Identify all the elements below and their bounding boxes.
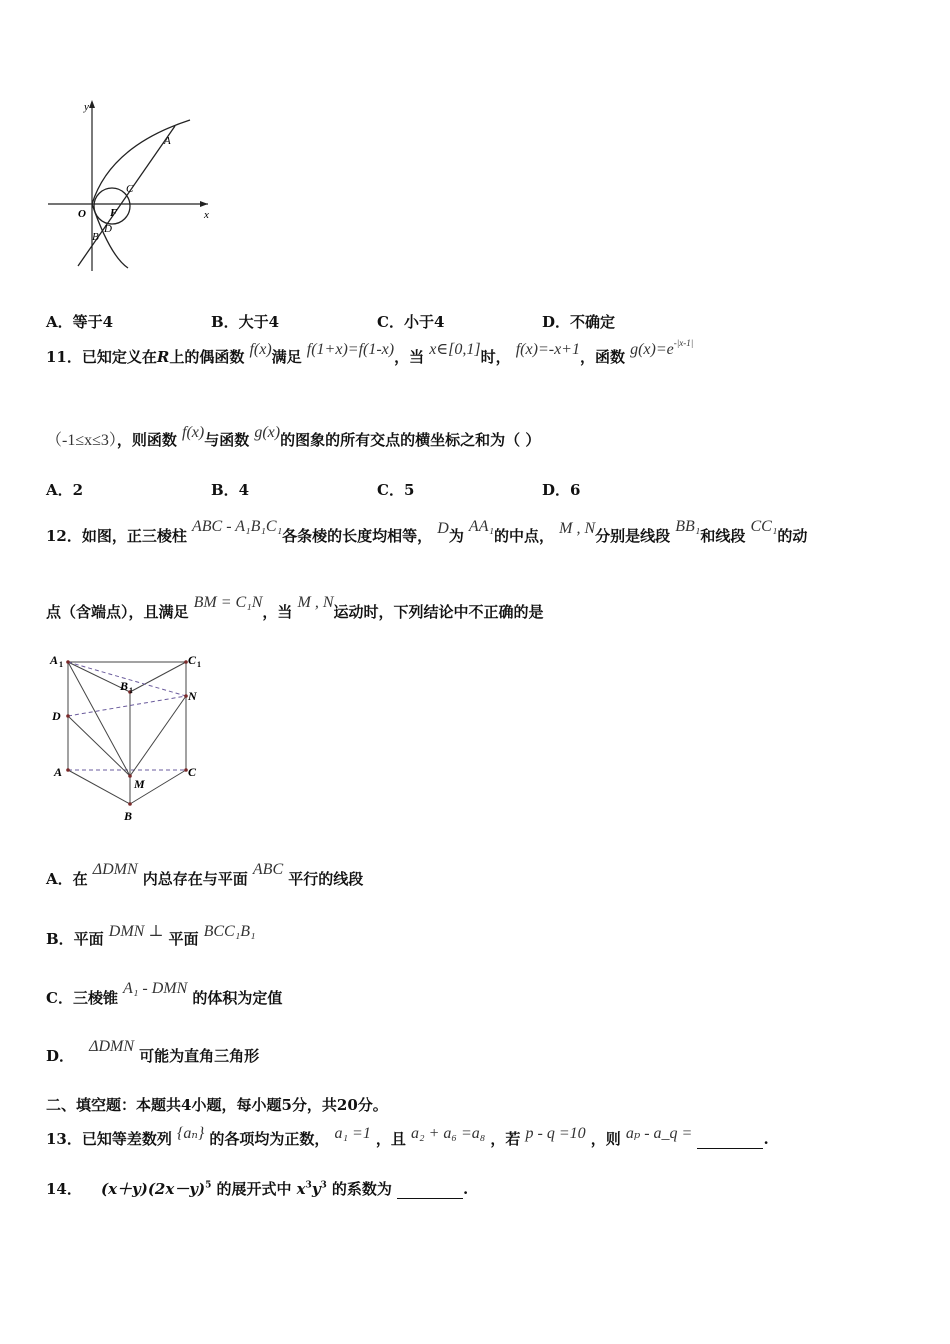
q12-fig-A: A — [54, 765, 63, 779]
q11-symmetry-eq: f(1+x)=f(1-x) — [306, 341, 395, 358]
q11-line1 — [46, 337, 906, 367]
q12-fig-C1: C — [188, 653, 197, 667]
q12-opt-a-text2: 平行的线段 — [288, 870, 364, 888]
q12-AA1: AA₁ — [468, 518, 495, 535]
q12-prism-figure — [44, 648, 214, 828]
q14-number: 14． — [46, 1180, 82, 1198]
q10-option-b: B．大于4 — [211, 313, 280, 331]
q12-opt-a-math1: ΔDMN — [92, 861, 138, 878]
q11-interval: x∈[0,1] — [429, 341, 481, 358]
q12-opt-b-math1: DMN ⊥ — [108, 923, 164, 940]
q10-fig-A: A — [164, 135, 171, 147]
q11-number: 11． — [46, 348, 82, 366]
q12-opt-a-math2: ABC — [252, 861, 284, 878]
q12-text8: ，当 — [262, 603, 293, 621]
q12-text5: 和线段 — [700, 527, 746, 545]
q11-text3: 满足 — [271, 348, 302, 366]
q12-fig-B1: B — [120, 679, 129, 693]
q14-answer-blank[interactable] — [397, 1183, 463, 1199]
q12-opt-c-math1: A₁ - DMN — [123, 980, 188, 997]
q12-opt-a-text1: 内总存在与平面 — [142, 870, 248, 888]
q11-option-c: C．5 — [377, 481, 415, 499]
q12-opt-d-label: D． — [46, 1047, 75, 1065]
q14-term-y: y — [311, 1180, 321, 1198]
q13-answer-blank[interactable] — [697, 1133, 763, 1149]
q10-option-d: D．不确定 — [542, 313, 616, 331]
q10-fig-D: D — [104, 223, 112, 235]
q14-term-x: x — [296, 1180, 306, 1198]
q14-exp-y: 3 — [320, 1180, 327, 1191]
q10-option-a: A．等于4 — [46, 313, 114, 331]
q13-text1: 的各项均为正数， — [209, 1130, 330, 1148]
q12-condition: BM = C₁N — [193, 594, 263, 611]
q11-fx: f(x) — [249, 341, 272, 358]
q11-gx: g(x) — [254, 424, 281, 441]
q12-MN-2: M , N — [297, 594, 334, 611]
q12-line1 — [46, 518, 808, 546]
q10-fig-C: C — [126, 183, 134, 195]
q12-fig-A1: A — [50, 653, 59, 667]
q12-prism: ABC - A₁B₁C₁ — [191, 518, 283, 535]
q10-fig-O: O — [78, 208, 86, 220]
q11-range: （-1≤x≤3） — [46, 432, 117, 449]
q12-text1: 各条棱的长度均相等， — [282, 527, 433, 545]
q12-fig-M: M — [134, 777, 145, 791]
q12-fig-C: C — [188, 765, 197, 779]
q12-text2: 为 — [448, 527, 464, 545]
q13-sequence: {aₙ} — [176, 1125, 205, 1142]
q10-fig-y: y — [84, 101, 89, 113]
q13-line — [46, 1125, 769, 1149]
q12-fig-C1-sub: 1 — [197, 660, 201, 669]
q14-exp-x: 3 — [305, 1180, 312, 1191]
q12-text4: 分别是线段 — [595, 527, 671, 545]
q11-text1: 已知定义在 — [81, 348, 157, 366]
q13-number: 13．已知等差数列 — [46, 1130, 172, 1148]
q12-opt-d-math1: ΔDMN — [89, 1038, 135, 1055]
q13-text2: ，且 — [375, 1130, 406, 1148]
q12-D: D — [437, 520, 449, 537]
section-2-header: 二、填空题：本题共4小题，每小题5分，共20分。 — [46, 1096, 388, 1114]
q14-text2: 的系数为 — [331, 1180, 392, 1198]
q11-text4: ，当 — [394, 348, 425, 366]
q14-expression: (x＋y)(2x－y) — [100, 1180, 206, 1198]
q13-ask: aₚ - a_q = — [625, 1125, 693, 1142]
q12-opt-c-label: C．三棱锥 — [46, 989, 118, 1007]
q10-option-c: C．小于4 — [377, 313, 445, 331]
q12-line2 — [46, 594, 544, 622]
q12-BB1: BB₁ — [675, 518, 701, 535]
q12-option-a — [46, 861, 364, 889]
q13-text3: ，若 — [490, 1130, 521, 1148]
q12-opt-c-text1: 的体积为定值 — [192, 989, 283, 1007]
q11-fx-2: f(x) — [182, 424, 205, 441]
q12-opt-d-text1: 可能为直角三角形 — [139, 1047, 260, 1065]
q12-fig-D: D — [52, 709, 61, 723]
q11-g-exponent: -|x-1| — [673, 337, 694, 348]
q12-opt-a-label: A．在 — [46, 870, 88, 888]
q11-R: R — [156, 348, 170, 366]
q12-text3: 的中点， — [494, 527, 555, 545]
q14-line — [46, 1178, 468, 1199]
q12-MN: M , N — [559, 520, 596, 537]
q12-opt-b-math2: BCC₁B₁ — [203, 923, 256, 940]
q12-number: 12．如图，正三棱柱 — [46, 527, 187, 545]
q11-text2: 上的偶函数 — [169, 348, 245, 366]
q10-fig-x: x — [204, 209, 209, 221]
q11-option-b: B．4 — [211, 481, 250, 499]
q12-option-d — [46, 1038, 260, 1066]
q10-figure — [40, 96, 220, 276]
q10-fig-F: F — [110, 207, 118, 219]
q11-text6: ，函数 — [579, 348, 625, 366]
q13-a1: a₁ =1 — [334, 1125, 371, 1142]
q13-equation: a₂ + a₆ =a₈ — [411, 1125, 486, 1142]
q12-opt-b-label: B．平面 — [46, 930, 104, 948]
q13-pq: p - q =10 — [525, 1125, 586, 1142]
q11-option-d: D．6 — [542, 481, 581, 499]
q12-text9: 运动时，下列结论中不正确的是 — [333, 603, 544, 621]
q13-end: . — [763, 1130, 769, 1148]
q12-fig-B: B — [124, 809, 133, 823]
q14-exponent: 5 — [205, 1180, 212, 1191]
q12-opt-b-text1: 平面 — [168, 930, 199, 948]
q12-text7: 点（含端点），且满足 — [46, 603, 189, 621]
q10-fig-B: B — [92, 231, 99, 243]
q11-text5: 时， — [480, 348, 511, 366]
q12-fig-B1-sub: 1 — [129, 686, 133, 695]
q14-text1: 的展开式中 — [216, 1180, 292, 1198]
q12-fig-N: N — [188, 689, 197, 703]
q12-fig-A1-sub: 1 — [59, 660, 63, 669]
q11-line2 — [46, 424, 541, 450]
q11-g-definition: g(x)=e — [630, 341, 674, 358]
q14-end: . — [463, 1180, 469, 1198]
q12-option-b — [46, 923, 256, 949]
q12-text6: 的动 — [777, 527, 808, 545]
q12-option-c — [46, 980, 283, 1008]
q11-text8: 与函数 — [204, 431, 250, 449]
q11-f-definition: f(x)=-x+1 — [515, 341, 580, 358]
q11-text7: ，则函数 — [116, 431, 177, 449]
q13-text4: ，则 — [590, 1130, 621, 1148]
q12-CC1: CC₁ — [750, 518, 778, 535]
q11-text9: 的图象的所有交点的横坐标之和为（ ） — [280, 431, 541, 449]
q11-option-a: A．2 — [46, 481, 84, 499]
